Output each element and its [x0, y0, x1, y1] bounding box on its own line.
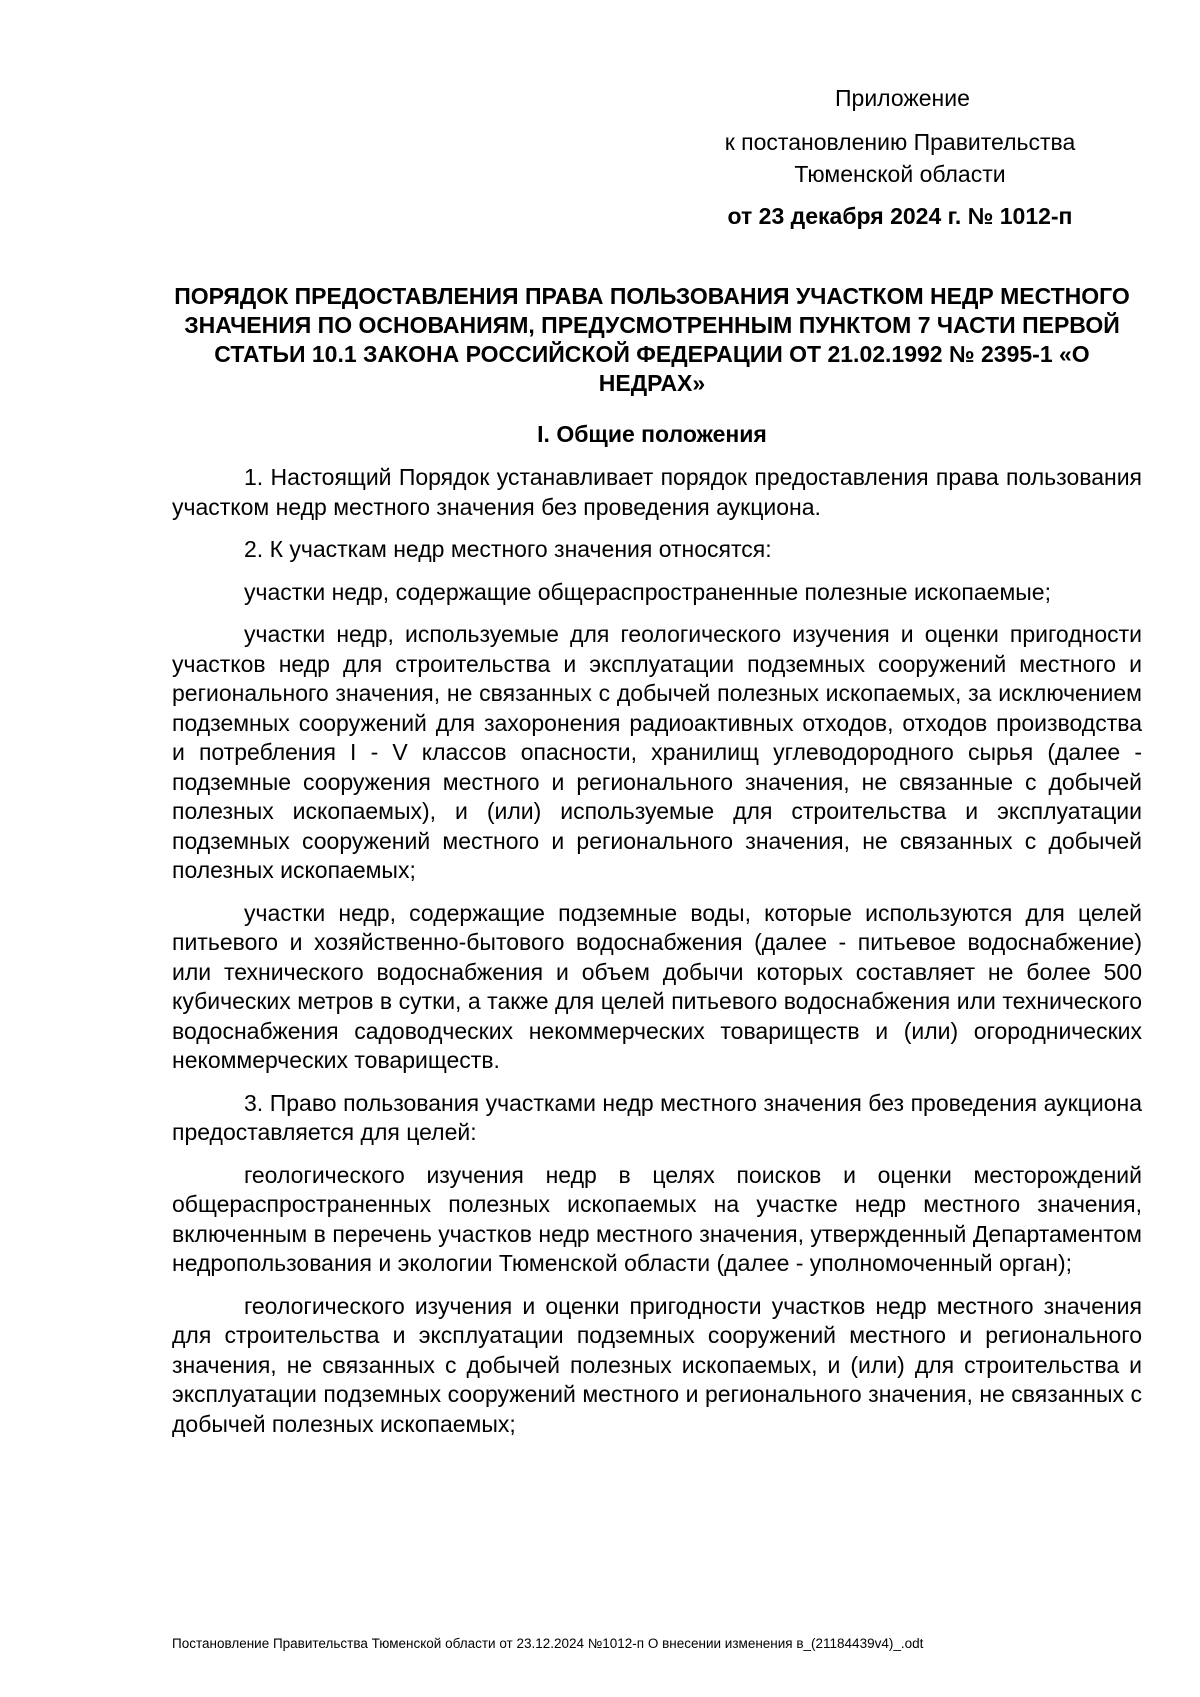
paragraph: участки недр, содержащие подземные воды, которые используются для целей питьевого и хозяйственно-бытового водоснабжения (далее - питьевое водоснабжение) или технического водоснабжения и объем добычи которых составляет не более 500 кубических метров в сутки, а также для целей питьевого водоснабжения или технического водоснабжения садоводческих некоммерческих товариществ и (или) огороднических некоммерческих товариществ.	[172, 899, 1142, 1073]
paragraph: участки недр, содержащие общераспространенные полезные ископаемые;	[244, 578, 1051, 605]
appendix-label: Приложение	[835, 85, 970, 111]
paragraph: 2. К участкам недр местного значения относятся:	[244, 536, 772, 562]
paragraph: участки недр, используемые для геологического изучения и оценки пригодности участков недр для строительства и эксплуатации подземных сооружений местного и регионального значения, не связанных с добычей полезных ископаемых, за исключением подземных сооружений для захоронения радиоактивных отходов, отходов производства и потребления I - V классов опасности, хранилищ углеводородного сырья (далее - подземные сооружения местного и регионального значения, не связанные с добычей полезных ископаемых), и (или) используемые для строительства и эксплуатации подземных сооружений местного и регионального значения, не связанных с добычей полезных ископаемых;	[172, 621, 1142, 883]
section-heading: I. Общие положения	[537, 421, 767, 447]
document-body	[172, 463, 1142, 1452]
page-footer: Постановление Правительства Тюменской области от 23.12.2024 №1012-п О внесении изменения в_(21184439v4)_.odt	[172, 1636, 924, 1651]
appendix-date: от 23 декабря 2024 г. № 1012-п	[727, 203, 1073, 229]
paragraph: геологического изучения и оценки пригодности участков недр местного значения для строительства и эксплуатации подземных сооружений местного и регионального значения, не связанных с добычей полезных ископаемых, и (или) для строительства и эксплуатации подземных сооружений местного и регионального значения, не связанных с добычей полезных ископаемых;	[172, 1292, 1142, 1437]
paragraph: 3. Право пользования участками недр местного значения без проведения аукциона предоставляется для целей:	[172, 1089, 1142, 1145]
appendix-reference: к постановлению Правительства Тюменской области	[724, 129, 1076, 187]
paragraph: геологического изучения недр в целях поисков и оценки месторождений общераспространенных полезных ископаемых на участке недр местного значения, включенным в перечень участков недр местного значения, утвержденный Департаментом недропользования и экологии Тюменской области (далее - уполномоченный орган);	[172, 1161, 1142, 1276]
document-title: ПОРЯДОК ПРЕДОСТАВЛЕНИЯ ПРАВА ПОЛЬЗОВАНИЯ УЧАСТКОМ НЕДР МЕСТНОГО ЗНАЧЕНИЯ ПО ОСНОВАНИЯМ, ПРЕДУСМОТРЕННЫМ ПУНКТОМ 7 ЧАСТИ ПЕРВОЙ СТАТЬИ 10.1 ЗАКОНА РОССИЙСКОЙ ФЕДЕРАЦИИ ОТ 21.02.1992 № 2395-1 «О НЕДРАХ»	[174, 283, 1130, 396]
paragraph: 1. Настоящий Порядок устанавливает порядок предоставления права пользования участком недр местного значения без проведения аукциона.	[172, 464, 1142, 520]
